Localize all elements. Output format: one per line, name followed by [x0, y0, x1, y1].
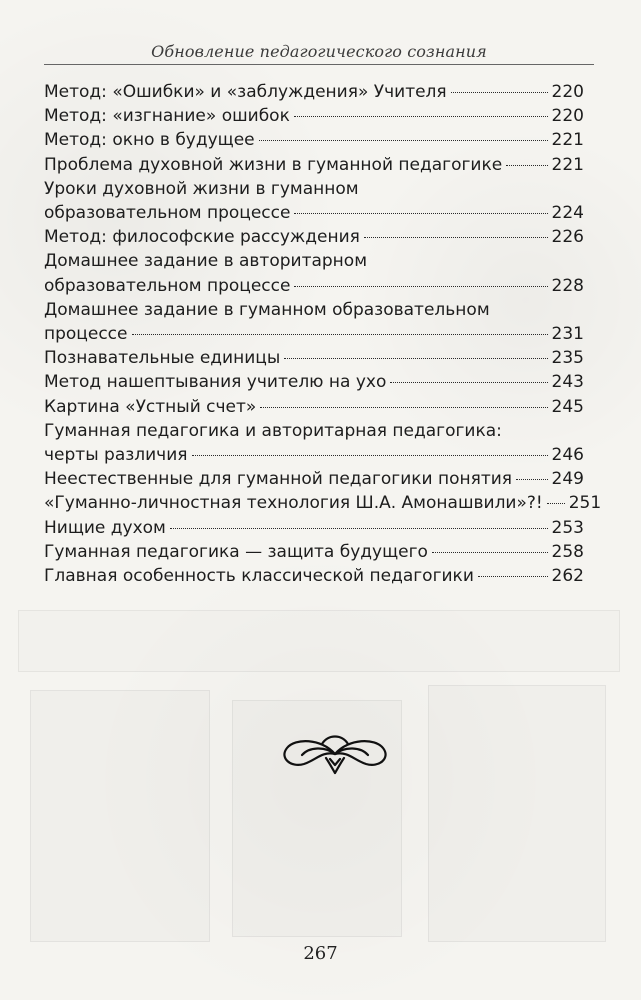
- dot-leader: [284, 358, 547, 359]
- toc-entry: [44, 564, 584, 588]
- toc-entry-title: Метод: «изгнание» ошибок: [44, 106, 290, 127]
- background-show-through-band: [18, 610, 620, 672]
- toc-entry: [44, 346, 584, 370]
- toc-entry-title: Познавательные единицы: [44, 348, 281, 369]
- toc-entry-title-line-1: Домашнее задание в авторитарном: [44, 251, 368, 272]
- toc-entry-title-line-2: образовательном процессе: [44, 275, 291, 296]
- toc-entry: [44, 395, 584, 419]
- toc-entry-page: 243: [551, 372, 584, 393]
- toc-entry-line: [44, 274, 584, 298]
- toc-entry: [44, 467, 584, 491]
- toc-entry-line: [44, 370, 584, 394]
- toc-entry-page: 245: [551, 396, 584, 417]
- dot-leader: [478, 576, 548, 577]
- toc-entry-line: [44, 225, 584, 249]
- toc-entry-page: 221: [551, 130, 584, 151]
- toc-entry-page: 262: [551, 566, 584, 587]
- toc-entry-page: 224: [551, 203, 584, 224]
- dot-leader: [506, 165, 547, 166]
- toc-entry-title-line-1: Уроки духовной жизни в гуманном: [44, 178, 359, 199]
- toc-entry-title: Нищие духом: [44, 517, 166, 538]
- toc-entry-page: 246: [551, 445, 584, 466]
- toc-entry-line: [44, 80, 584, 104]
- toc-entry-title: Метод: «Ошибки» и «заблуждения» Учителя: [44, 82, 447, 102]
- dot-leader: [294, 286, 547, 287]
- toc-entry-page: 249: [551, 469, 584, 490]
- dot-leader: [294, 213, 547, 214]
- flourish-ornament-icon: [274, 724, 396, 784]
- dot-leader: [451, 92, 548, 93]
- toc-entry-line: [44, 153, 584, 177]
- toc-entry-multiline: [44, 249, 584, 297]
- toc-entry-title-line-2: черты различия: [44, 445, 188, 466]
- toc-entry: [44, 153, 584, 177]
- toc-entry-page: 221: [551, 154, 584, 175]
- toc-entry-line: [44, 564, 584, 588]
- background-show-through-panel-right: [428, 685, 606, 942]
- running-header: [44, 42, 594, 70]
- toc-entry-title: Гуманная педагогика — защита будущего: [44, 541, 428, 562]
- toc-entry-page: 231: [551, 324, 584, 345]
- toc-entry: [44, 128, 584, 152]
- toc-entry: [44, 516, 584, 540]
- toc-entry-multiline: [44, 298, 584, 346]
- toc-entry: [44, 370, 584, 394]
- toc-entry-title: Неестественные для гуманной педагогики понятия: [44, 469, 513, 490]
- toc-entry-line: [44, 491, 602, 515]
- toc-entry: [44, 104, 584, 128]
- page-footer: [0, 943, 641, 964]
- running-header-title: Обновление педагогического сознания: [151, 42, 487, 61]
- toc-entry: [44, 80, 584, 104]
- dot-leader: [192, 455, 548, 456]
- page-number: 267: [303, 943, 338, 964]
- background-show-through-panel-left: [30, 690, 210, 942]
- toc-entry: [44, 225, 584, 249]
- toc-entry-page: 251: [568, 493, 602, 514]
- dot-leader: [260, 407, 547, 408]
- toc-entry-page: 220: [551, 106, 584, 127]
- toc-entry-page: 235: [551, 348, 584, 369]
- toc-entry: [44, 491, 602, 515]
- toc-entry-title: Главная особенность классической педагогики: [44, 566, 474, 587]
- table-of-contents: [44, 80, 602, 588]
- toc-entry-title-line-2: процессе: [44, 324, 128, 345]
- dot-leader: [390, 382, 547, 383]
- toc-entry-line: [44, 128, 584, 152]
- toc-entry-line: [44, 201, 584, 225]
- toc-entry-page: 228: [551, 275, 584, 296]
- toc-entry-title: Метод: философские рассуждения: [44, 227, 360, 248]
- toc-entry-multiline: [44, 419, 584, 467]
- toc-entry-line: [44, 467, 584, 491]
- toc-entry-title: Метод нашептывания учителю на ухо: [44, 372, 387, 393]
- toc-entry-title: Проблема духовной жизни в гуманной педагогике: [44, 154, 503, 175]
- toc-entry-line: [44, 104, 584, 128]
- header-rule: [44, 64, 594, 65]
- toc-entry-multiline: [44, 177, 584, 225]
- toc-entry-page: 258: [551, 541, 584, 562]
- toc-entry-line: [44, 443, 584, 467]
- dot-leader: [516, 479, 548, 480]
- toc-entry-page: 226: [551, 227, 584, 248]
- toc-entry-line: [44, 540, 584, 564]
- toc-entry-page: 253: [551, 517, 584, 538]
- toc-entry-line: [44, 346, 584, 370]
- toc-entry-title: «Гуманно-личностная технология Ш.А. Амонашвили»?!: [44, 493, 543, 514]
- toc-entry-line: [44, 516, 584, 540]
- toc-entry-line: [44, 322, 584, 346]
- toc-entry-title: Картина «Устный счет»: [44, 396, 257, 417]
- dot-leader: [259, 140, 548, 141]
- dot-leader: [547, 503, 565, 504]
- toc-entry-page: 220: [551, 82, 584, 102]
- toc-entry-title: Метод: окно в будущее: [44, 130, 255, 151]
- toc-entry-title-line-1: Домашнее задание в гуманном образовательном: [44, 299, 490, 320]
- dot-leader: [132, 334, 548, 335]
- toc-entry-line: [44, 395, 584, 419]
- dot-leader: [364, 237, 548, 238]
- toc-entry-title-line-1: Гуманная педагогика и авторитарная педагогика:: [44, 420, 502, 441]
- toc-entry: [44, 540, 584, 564]
- toc-entry-title-line-2: образовательном процессе: [44, 203, 291, 224]
- dot-leader: [294, 116, 548, 117]
- dot-leader: [432, 552, 548, 553]
- dot-leader: [170, 528, 548, 529]
